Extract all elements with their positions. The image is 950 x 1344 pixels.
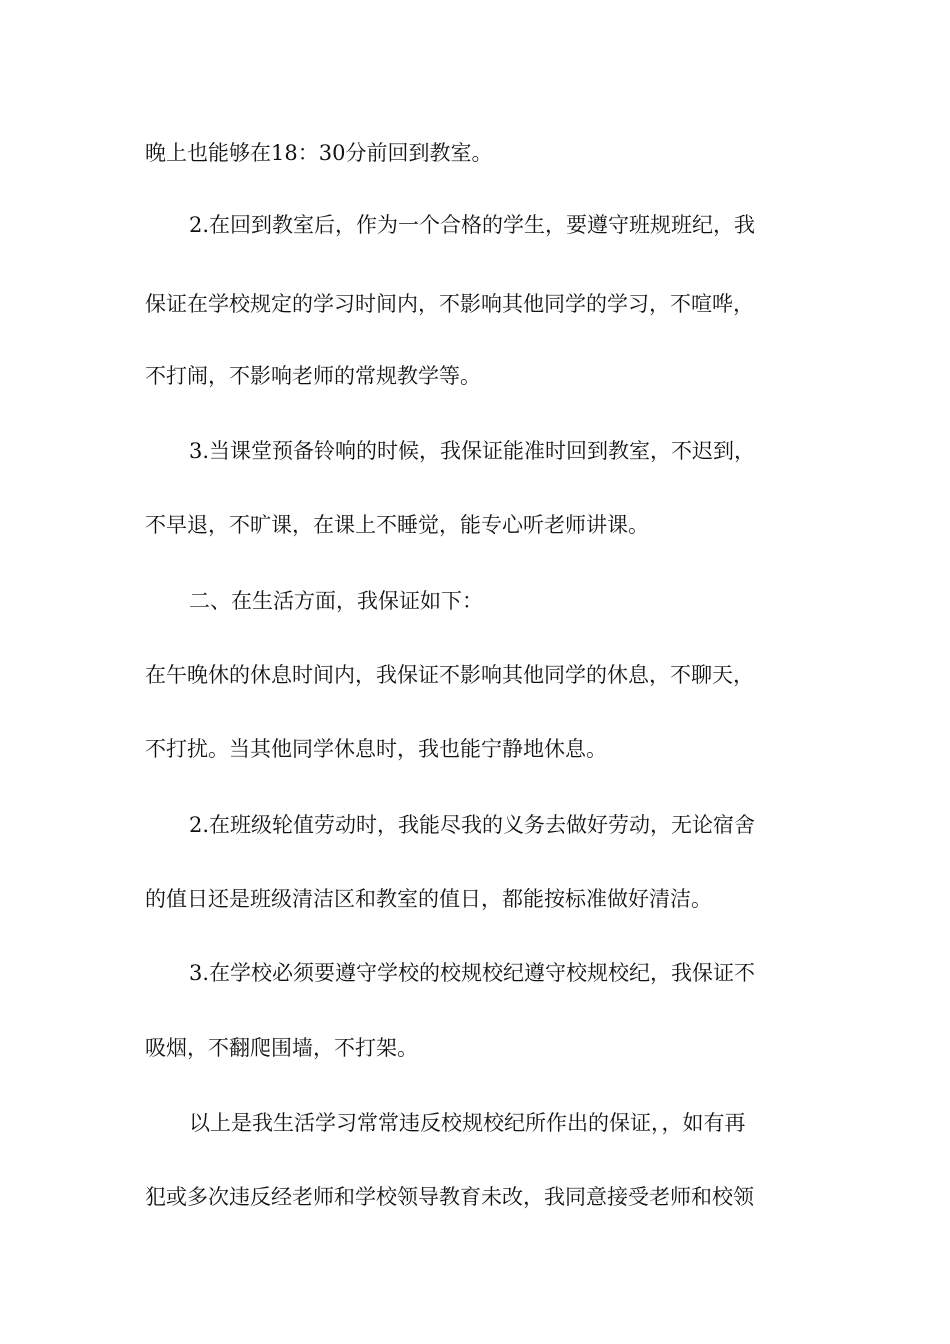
section-heading: 二、在生活方面，我保证如下：	[189, 589, 483, 613]
text-line: 3.在学校必须要遵守学校的校规校纪遵守校规校纪，我保证不	[189, 961, 756, 985]
text-line: 不早退，不旷课，在课上不睡觉，能专心听老师讲课。	[145, 513, 649, 537]
text-line: 不打闹，不影响老师的常规教学等。	[145, 364, 481, 388]
text-line: 2.在回到教室后，作为一个合格的学生，要遵守班规班纪，我	[189, 213, 756, 237]
text-line: 2.在班级轮值劳动时，我能尽我的义务去做好劳动，无论宿舍	[189, 813, 756, 837]
text-line: 3.当课堂预备铃响的时候，我保证能准时回到教室，不迟到，	[189, 439, 756, 463]
text-line: 不打扰。当其他同学休息时，我也能宁静地休息。	[145, 737, 607, 761]
text-line: 犯或多次违反经老师和学校领导教育未改，我同意接受老师和校领	[145, 1185, 754, 1209]
text-line: 晚上也能够在18：30分前回到教室。	[145, 141, 493, 165]
text-line: 的值日还是班级清洁区和教室的值日，都能按标准做好清洁。	[145, 887, 712, 911]
text-line: 吸烟，不翻爬围墙，不打架。	[145, 1036, 418, 1060]
text-line: 保证在学校规定的学习时间内，不影响其他同学的学习，不喧哗，	[145, 292, 754, 316]
text-line: 在午晚休的休息时间内，我保证不影响其他同学的休息，不聊天，	[145, 663, 754, 687]
text-line: 以上是我生活学习常常违反校规校纪所作出的保证，，如有再	[189, 1111, 746, 1135]
